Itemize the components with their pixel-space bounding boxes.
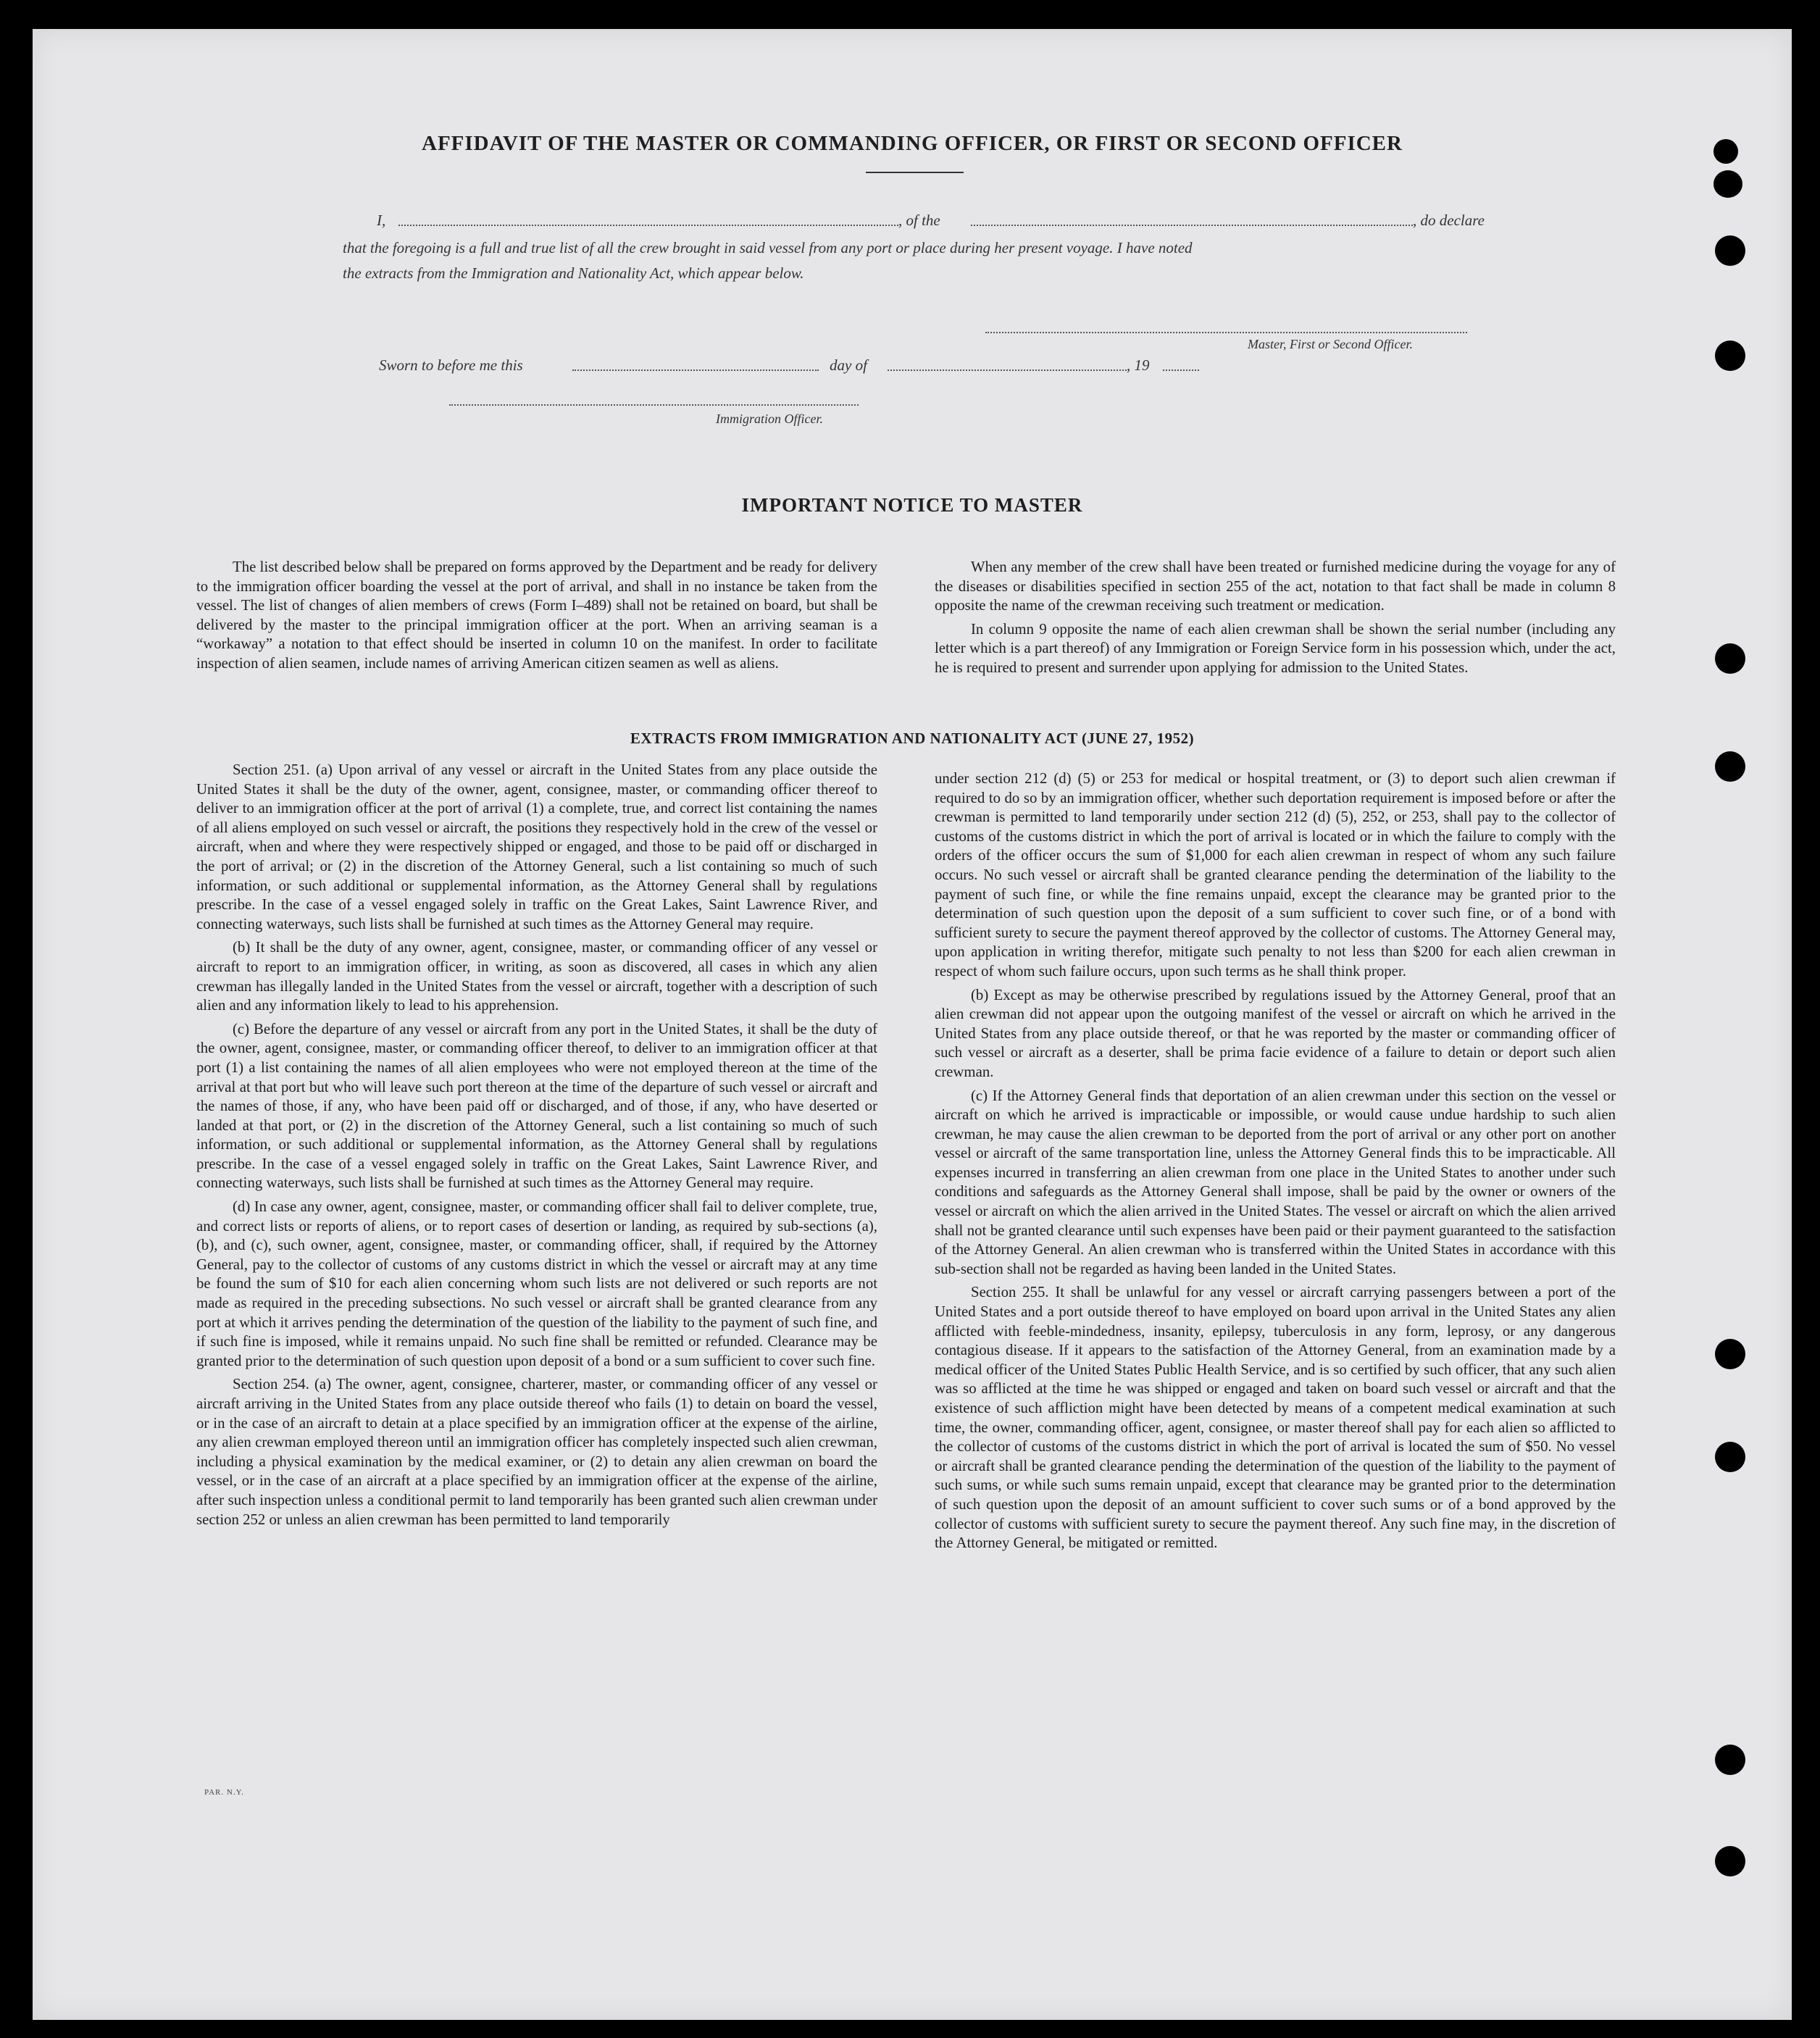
notice-title: IMPORTANT NOTICE TO MASTER bbox=[741, 494, 1083, 516]
punch-hole bbox=[1715, 1442, 1745, 1472]
declaration-statement-1: that the foregoing is a full and true list of all the crew brought in said vessel from any port or place during her present voyage. I have noted bbox=[343, 239, 1193, 256]
notice-left-column bbox=[196, 558, 877, 678]
title-rule bbox=[866, 172, 964, 173]
section-254-b: (b) Except as may be otherwise prescribed by regulations issued by the Attorney General, proof that an alien crewman did not appear upon the outgoing manifest of the vessel or aircraft on which he arrived in the United States from any place outside thereof, or that he was reported by the master or commanding officer of such vessel or aircraft as a deserter, shall be prima facie evidence of a failure to detain or deport such alien crewman. bbox=[935, 986, 1616, 1080]
extracts-title: EXTRACTS FROM IMMIGRATION AND NATIONALITY ACT (JUNE 27, 1952) bbox=[630, 730, 1195, 747]
vessel-name-field[interactable] bbox=[971, 225, 1413, 226]
year-label: , 19 bbox=[1127, 356, 1150, 374]
section-251-c: (c) Before the departure of any vessel or aircraft from any port in the United States, it shall be the duty of the owner, agent, consignee, master, or commanding officer thereof, to deliver to an immigration officer at that port (1) a list containing the names of all alien employees who were not employed thereon at the time of the arrival at that port but who will leave such port thereon at the time of the departure of such vessel or aircraft and the names of those, if any, who have been paid off or discharged, and of those, if any, who have deserted or landed at that port, or (2) in the discretion of the Attorney General, such a list containing so much of such information, or such additional or supplemental information, as the Attorney General shall by regulations prescribe. In the case of a vessel engaged solely in traffic on the Great Lakes, Saint Lawrence River, and connecting waterways, such lists shall be furnished at such times as the Attorney General may require. bbox=[196, 1020, 877, 1192]
declarant-prefix: I, bbox=[377, 212, 386, 229]
master-signature-label: Master, First or Second Officer. bbox=[1248, 337, 1413, 351]
notice-right-column bbox=[935, 558, 1616, 682]
punch-hole bbox=[1715, 1846, 1745, 1876]
day-of-label: day of bbox=[830, 356, 867, 374]
sworn-label: Sworn to before me this bbox=[379, 356, 523, 374]
sworn-month-field[interactable] bbox=[888, 369, 1127, 371]
declaration-statement-2: the extracts from the Immigration and Nationality Act, which appear below. bbox=[343, 264, 804, 282]
declarant-name-field[interactable] bbox=[398, 225, 898, 226]
document-page bbox=[33, 29, 1792, 2020]
punch-hole bbox=[1713, 170, 1742, 198]
punch-hole bbox=[1715, 341, 1745, 371]
punch-hole bbox=[1715, 751, 1745, 782]
punch-hole bbox=[1713, 139, 1738, 164]
punch-hole bbox=[1715, 643, 1745, 674]
section-251-b: (b) It shall be the duty of any owner, agent, consignee, master, or commanding officer of any vessel or aircraft to report to an immigration officer, in writing, as soon as discovered, all cases in which any alien crewman has illegally landed in the United States from the vessel or aircraft, together with a description of such alien and any information likely to lead to his apprehension. bbox=[196, 939, 877, 1014]
punch-hole bbox=[1715, 1339, 1745, 1369]
section-254-c: (c) If the Attorney General finds that deportation of an alien crewman under this section on the vessel or aircraft on which he arrived is impracticable or impossible, or would cause undue hardship to such alien crewman, he may cause the alien crewman to be deported from the port of arrival or any other port on another vessel or aircraft of the same transportation line, unless the Attorney General finds this to be impracticable. All expenses incurred in transferring an alien crewman from one place in the United States to another under such conditions and safeguards as the Attorney General shall impose, shall be paid by the owner or owners of the vessel or aircraft on which the alien arrived in the United States. The vessel or aircraft on which the alien arrived shall not be granted clearance until such expenses have been paid or their payment guaranteed to the satisfaction of the Attorney General. An alien crewman who is transferred within the United States in accordance with this sub-section shall not be regarded as having been landed in the United States. bbox=[935, 1087, 1616, 1277]
officer-signature-label: Immigration Officer. bbox=[716, 412, 823, 426]
extracts-left-column bbox=[196, 761, 877, 1534]
punch-hole bbox=[1715, 235, 1745, 266]
master-signature-field[interactable] bbox=[985, 332, 1467, 333]
do-declare-label: , do declare bbox=[1413, 212, 1485, 229]
section-254-a: Section 254. (a) The owner, agent, consignee, charterer, master, or commanding officer of any vessel or aircraft arriving in the United States from any place outside thereof who fails (1) to detain on board the vessel, or in the case of an aircraft to detain at a place specified by an immigration officer at the expense of the airline, any alien crewman employed thereon until an immigration officer has completely inspected such alien crewman, including a physical examination by the medical examiner, or (2) to detain any alien crewman on board the vessel, or in the case of an aircraft at a place specified by an immigration officer at the expense of the airline, after such inspection unless a conditional permit to land temporarily has been granted such alien crewman under section 252 or unless an alien crewman has been permitted to land temporarily bbox=[196, 1376, 877, 1528]
notice-left-paragraph: The list described below shall be prepared on forms approved by the Department and be ready for delivery to the immigration officer boarding the vessel at the port of arrival, and shall in no instance be taken from the vessel. The list of changes of alien members of crews (Form I–489) shall not be retained on board, but shall be delivered by the master to the principal immigration officer at the port. When an arriving seaman is a “workaway” a notation to that effect should be inserted in column 10 on the manifest. In order to facilitate inspection of alien seamen, include names of arriving American citizen seamen as well as aliens. bbox=[196, 559, 877, 672]
punch-hole bbox=[1715, 1745, 1745, 1775]
affidavit-title: AFFIDAVIT OF THE MASTER OR COMMANDING OFFICER, OR FIRST OR SECOND OFFICER bbox=[422, 132, 1403, 155]
officer-signature-field[interactable] bbox=[449, 404, 859, 406]
notice-right-paragraph-1: When any member of the crew shall have been treated or furnished medicine during the voyage for any of the diseases or disabilities specified in section 255 of the act, notation to that fact shall be made in column 8 opposite the name of the crewman receiving such treatment or medication. bbox=[935, 559, 1616, 614]
notice-right-paragraph-2: In column 9 opposite the name of each alien crewman shall be shown the serial number (including any letter which is a part thereof) of any Immigration or Foreign Service form in his possession which, under the act, he is required to present and surrender upon applying for admission to the United States. bbox=[935, 620, 1616, 676]
printer-mark: PAR. N.Y. bbox=[204, 1788, 244, 1797]
sworn-year-field[interactable] bbox=[1163, 369, 1199, 371]
section-251-d: (d) In case any owner, agent, consignee, master, or commanding officer shall fail to deliver complete, true, and correct lists or reports of aliens, or to report cases of desertion or landing, as required by sub-sections (a), (b), and (c), such owner, agent, consignee, master, or commanding officer, shall, if required by the Attorney General, pay to the collector of customs of any customs district in which the vessel or aircraft may at any time be found the sum of $10 for each alien concerning whom such lists are not delivered or such reports are not made as required in the preceding subsections. No such vessel or aircraft shall be granted clearance from any port at which it arrives pending the determination of the question of the liability to the payment of such fine, and if such fine is imposed, while it remains unpaid. No such fine shall be remitted or refunded. Clearance may be granted prior to the determination of such question upon deposit of a bond or a sum sufficient to cover such fine. bbox=[196, 1198, 877, 1369]
sworn-day-field[interactable] bbox=[572, 369, 819, 371]
of-the-label: , of the bbox=[898, 212, 940, 229]
section-254-a-continued: under section 212 (d) (5) or 253 for medical or hospital treatment, or (3) to deport such alien crewman if required to do so by an immigration officer, whether such deportation requirement is imposed before or after the crewman is permitted to land temporarily under section 212 (d) (5), 252, or 253, shall pay to the collector of customs of the customs district in which the port of arrival is located or in which the failure to comply with the orders of the officer occurs the sum of $1,000 for each alien crewman in respect of whom any such failure occurs. No such vessel or aircraft shall be granted clearance pending the determination of the liability to the payment of such fine, or while the fine remains unpaid, except the clearance may be granted prior to the determination of such question upon the deposit of a sum sufficient to cover such fine, or of a bond with sufficient surety to secure the payment thereof approved by the collector of customs. The Attorney General may, upon application in writing therefor, mitigate such penalty to not less than $200 for each alien crewman in respect of whom such failure occurs, upon such terms as he shall think proper. bbox=[935, 770, 1616, 980]
section-251-a: Section 251. (a) Upon arrival of any vessel or aircraft in the United States from any place outside the United States it shall be the duty of the owner, agent, consignee, master, or commanding officer thereof to deliver to an immigration officer at the port of arrival (1) a complete, true, and correct list containing the names of all aliens employed on such vessel or aircraft, the positions they respectively hold in the crew of the vessel or aircraft, when and where they were respectively shipped or engaged, and those to be paid off or discharged in the port of arrival; or (2) in the discretion of the Attorney General, such a list containing so much of such information, or such additional or supplemental information, as the Attorney General shall by regulations prescribe. In the case of a vessel engaged solely in traffic on the Great Lakes, Saint Lawrence River, and connecting waterways, such lists shall be furnished at such times as the Attorney General may require. bbox=[196, 761, 877, 932]
section-255: Section 255. It shall be unlawful for any vessel or aircraft carrying passengers between a port of the United States and a port outside thereof to have employed on board upon arrival in the United States any alien afflicted with feeble-mindedness, insanity, epilepsy, tuberculosis in any form, leprosy, or any dangerous contagious disease. If it appears to the satisfaction of the Attorney General, from an examination made by a medical officer of the United States Public Health Service, and is so certified by such officer, that any such alien was so afflicted at the time he was shipped or engaged and taken on board such vessel or aircraft and that the existence of such affliction might have been detected by means of a competent medical examination at such time, the owner, commanding officer, agent, consignee, or master thereof shall pay for each alien so afflicted to the collector of customs of the customs district in which the port of arrival is located the sum of $50. No vessel or aircraft shall be granted clearance pending the determination of the question of the liability to the payment of such sums, or while such sums remain unpaid, except that clearance may be granted prior to the determination of such question upon the deposit of an amount sufficient to cover such sums or of a bond approved by the collector of customs with sufficient surety to secure the payment thereof. Any such fine may, in the discretion of the Attorney General, be mitigated or remitted. bbox=[935, 1284, 1616, 1552]
extracts-right-column bbox=[935, 769, 1616, 1558]
